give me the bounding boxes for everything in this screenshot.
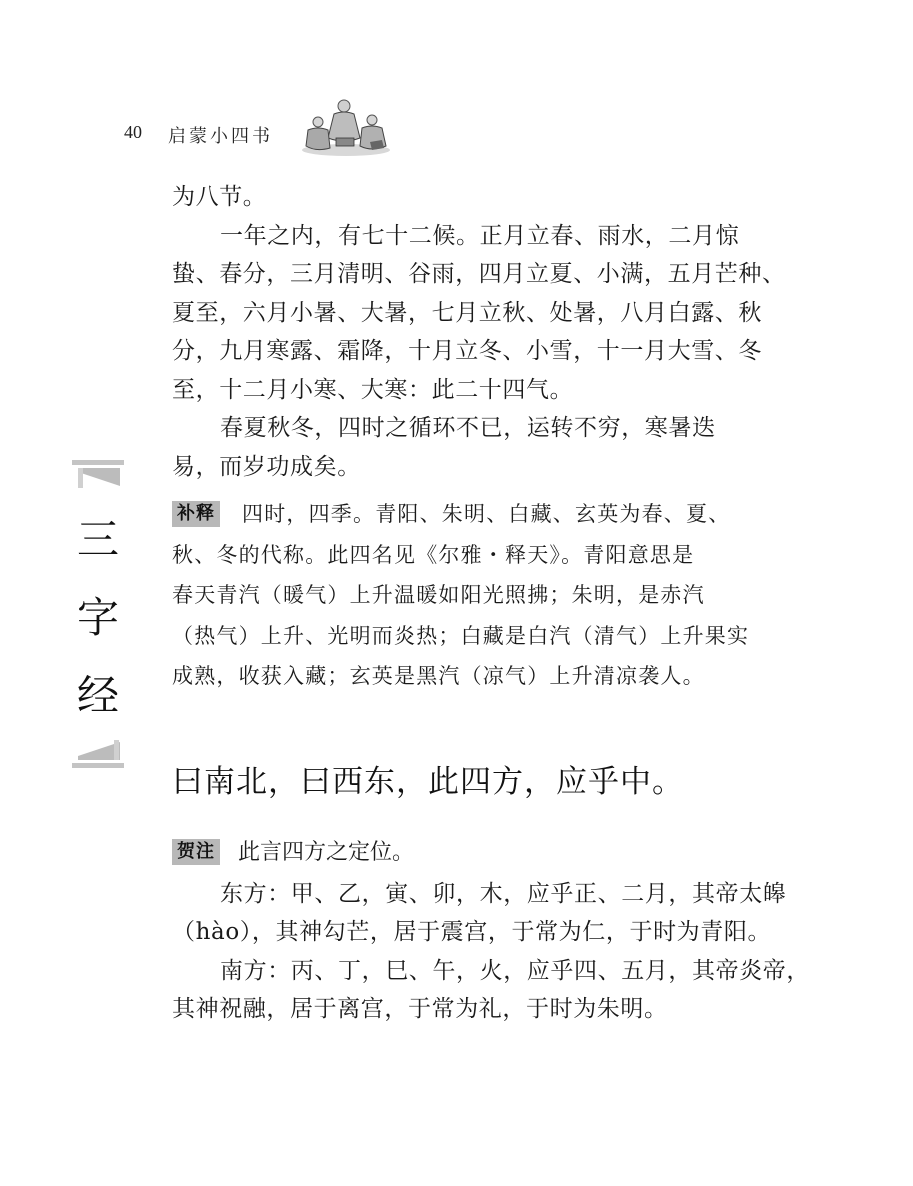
commentary-line: 东方：甲、乙，寅、卯，木，应乎正、二月，其帝太皞 <box>220 880 787 907</box>
sidebar-bottom-bracket-icon <box>72 736 124 768</box>
commentary-tag: 贺注 <box>172 839 220 865</box>
supplement-tag: 补释 <box>172 501 220 527</box>
sidebar-char: 经 <box>76 671 119 720</box>
page-number: 40 <box>124 122 142 142</box>
body-line: 蛰、春分，三月清明、谷雨，四月立夏、小满，五月芒种、 <box>172 261 786 287</box>
body-line: 为八节。 <box>172 184 267 210</box>
supplement-line <box>172 494 747 535</box>
commentary-line: （hào），其神勾芒，居于震宫，于常为仁，于时为青阳。 <box>172 919 772 945</box>
supplement-line: 春天青汽（暖气）上升温暖如阳光照拂；朱明，是赤汽 <box>172 583 705 607</box>
verse-heading: 曰南北，曰西东，此四方，应乎中。 <box>172 763 684 800</box>
reading-figures-illustration-icon <box>300 98 392 158</box>
body-line: 春夏秋冬，四时之循环不已，运转不穷，寒暑迭 <box>220 415 716 441</box>
sidebar-char: 三 <box>76 515 119 564</box>
commentary-intro: 此言四方之定位。 <box>238 839 415 865</box>
body-line: 分，九月寒露、霜降，十月立冬、小雪，十一月大雪、冬 <box>172 338 762 364</box>
section-sidebar <box>70 460 126 766</box>
main-text <box>172 178 810 1029</box>
commentary-line: 南方：丙、丁，巳、午，火，应乎四、五月，其帝炎帝， <box>220 957 810 984</box>
commentary-line: 其神祝融，居于离宫，于常为礼，于时为朱明。 <box>172 996 668 1022</box>
commentary-head <box>172 833 747 873</box>
body-line: 夏至，六月小暑、大暑，七月立秋、处暑，八月白露、秋 <box>172 299 762 326</box>
body-line: 至，十二月小寒、大寒：此二十四气。 <box>172 376 574 403</box>
supplement-line: 秋、冬的代称。此四名见《尔雅・释天》。青阳意思是 <box>172 542 695 567</box>
body-line: 一年之内，有七十二候。正月立春、雨水，二月惊 <box>220 222 740 249</box>
body-line: 易，而岁功成矣。 <box>172 453 361 480</box>
sidebar-top-bracket-icon <box>72 460 124 492</box>
book-title: 启蒙小四书 <box>168 126 273 147</box>
supplement-line: （热气）上升、光明而炎热；白藏是白汽（清气）上升果实 <box>172 623 750 648</box>
supplement-line: 成熟，收获入藏；玄英是黑汽（凉气）上升清凉袭人。 <box>172 664 705 688</box>
supplement-note <box>172 494 750 697</box>
supplement-text: 四时，四季。青阳、朱明、白藏、玄英为春、夏、 <box>242 502 731 526</box>
sidebar-char: 字 <box>76 593 119 642</box>
